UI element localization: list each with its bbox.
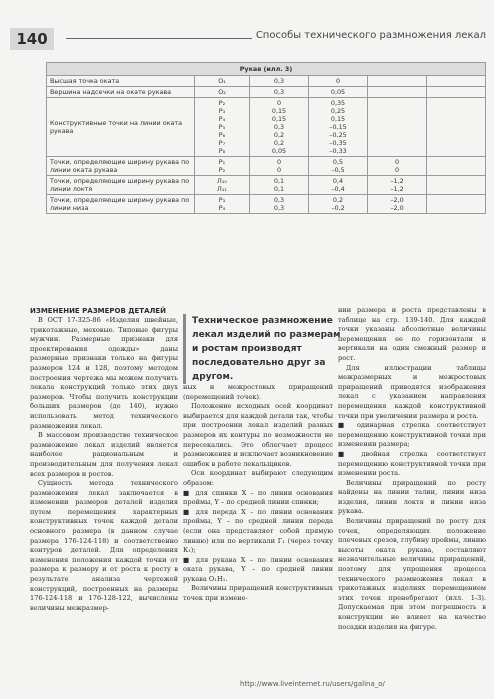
table-row: [47, 195, 486, 214]
table-cell: [368, 176, 427, 195]
table-cell: [368, 157, 427, 176]
table-cell: [250, 87, 309, 98]
table-row: [47, 87, 486, 98]
running-title: Способы технического размножения лекал: [252, 30, 486, 41]
cell-value: –2,0: [390, 204, 404, 212]
cell-value: 0,05: [271, 147, 287, 155]
table-cell: [309, 87, 368, 98]
pull-quote: Техническое размножение лекал изделий по размерам и ростам производят последовательно друг за другом.: [183, 314, 342, 384]
table-cell: [368, 87, 427, 98]
table-cell: [250, 157, 309, 176]
cell-value: О₂: [218, 88, 226, 96]
table-cell: [427, 176, 486, 195]
cell-value: 0: [276, 158, 282, 166]
table-cell: [427, 195, 486, 214]
cell-value: –2,0: [390, 196, 404, 204]
table-cell: [195, 157, 250, 176]
paragraph: Оси координат выбирают следующим образом:: [183, 469, 333, 487]
paragraph: Положение исходных осей координат выбирается для каждой детали так, чтобы при построении лекал изделий разных размеров их контуры по возможности не пересекались. Это облегчает процесс размножения и исключает возникновение ошибок в работе лекальщиков.: [183, 402, 333, 468]
section-heading: ИЗМЕНЕНИЕ РАЗМЕРОВ ДЕТАЛЕЙ: [30, 307, 166, 315]
table-cell: [250, 176, 309, 195]
paragraph: нии размера и роста представлены в таблице на стр. 139-140. Для каждой точки указаны абсолютные величины перемещения ее по горизонтали и вертикали на один смежный размер и рост.: [338, 306, 486, 362]
table-cell: [427, 87, 486, 98]
paragraph: Для иллюстрации таблицы межразмерных и межростовых приращений приводятся изображения лекал с указанием направления перемещения каждой конструктивной точки при увеличении размера и роста.: [338, 363, 486, 420]
table-title: Рукав (илл. 3): [47, 63, 486, 76]
bullet-item: ■ двойная стрелка соответствует перемещению конструктивной точки при изменении роста.: [338, 449, 486, 478]
cell-value: –0,35: [329, 139, 347, 147]
cell-value: 0,15: [271, 107, 287, 115]
cell-value: 0,3: [273, 204, 285, 212]
row-label: Точки, определяющие ширину рукава по линии низа: [47, 195, 195, 214]
cell-value: 0,05: [330, 88, 346, 96]
bullet-item: ■ одинарная стрелка соответствует перемещению конструктивной точки при изменении размера;: [338, 421, 486, 449]
table-cell: [427, 76, 486, 87]
table-cell: [427, 157, 486, 176]
table-row: [47, 176, 486, 195]
paragraph: Величины приращений по росту найдены на линии талии, линии низа изделия, линии локтя и линии низа рукава.: [338, 478, 486, 516]
table-cell: [309, 76, 368, 87]
row-label: Конструктивные точки на линии оката рукава: [47, 98, 195, 157]
cell-value: Л₁₁: [217, 185, 227, 193]
table-cell: [195, 195, 250, 214]
cell-value: –1,2: [390, 177, 404, 185]
cell-value: Р₅: [218, 123, 226, 131]
paragraph: В массовом производстве техническое размножение лекал изделий является наиболее рациональным и производительным для получения лекал всех размеров и ростов.: [30, 431, 178, 478]
cell-value: 0,1: [273, 177, 285, 185]
cell-value: –0,15: [329, 123, 347, 131]
table-row: [47, 76, 486, 87]
table-cell: [309, 157, 368, 176]
table-cell: [309, 195, 368, 214]
cell-value: 0,3: [273, 77, 285, 85]
cell-value: 0: [394, 158, 400, 166]
cell-value: 0: [394, 166, 400, 174]
cell-value: 0,5: [332, 158, 344, 166]
cell-value: Р₂: [218, 99, 226, 107]
cell-value: 0,15: [330, 115, 346, 123]
table-cell: [368, 195, 427, 214]
table-cell: [368, 76, 427, 87]
paragraph: Сущность метода технического размножения лекал заключается в изменении размеров деталей изделия путем перемещения характерных конструктивных точек каждой детали основного размера (в данном случае размера 176-124-118) и соответственно контуров деталей. Для определения изменения положения каждой точки от размера к размеру и от роста к росту в результате анализа чертежей конструкций, построенных на размеры 176-124-118 и 176-128-122, вычислены величины межразмер-: [30, 479, 178, 612]
table-cell: [195, 76, 250, 87]
cell-value: 0: [276, 99, 282, 107]
cell-value: 0,3: [273, 196, 285, 204]
cell-value: 0,25: [330, 107, 346, 115]
bullet-item: ■ для переда Х – по линии основания проймы, Y – по средней линии переда (если она представляет собой прямую линию) или по вертикали Г₁ (через точку К₁);: [183, 507, 333, 555]
cell-value: 0,2: [332, 196, 344, 204]
cell-value: Р₄: [218, 115, 226, 123]
table-row: [47, 98, 486, 157]
cell-value: Р₇: [218, 139, 226, 147]
row-label: Точки, определяющие ширину рукава по линии локтя: [47, 176, 195, 195]
cell-value: –0,25: [329, 131, 347, 139]
table-cell: [309, 176, 368, 195]
page-number: 140: [10, 28, 54, 50]
table-cell: [250, 195, 309, 214]
cell-value: 0,15: [271, 115, 287, 123]
middle-column: [183, 383, 333, 604]
cell-value: Р₁: [218, 158, 226, 166]
cell-value: Р₂: [218, 166, 226, 174]
table-cell: [250, 76, 309, 87]
cell-value: Р₆: [218, 131, 226, 139]
row-label: Вершина надсечки на окате рукава: [47, 87, 195, 98]
running-header: [10, 28, 486, 50]
table-row: [47, 157, 486, 176]
bullet-item: ■ для спинки Х – по линии основания проймы, Y – по средней линии спинки;: [183, 488, 333, 507]
table-cell: [368, 98, 427, 157]
paragraph: В ОСТ 17-325-86 «Изделия швейные, трикотажные, меховые. Типовые фигуры мужчин. Размерные признаки для проектирования одежды» даны размерные признаки только на фигуры размеров 124 и 128, поэтому методом построения чертежа мы можем получить лекала конструкций только этих двух размеров. Чтобы получить конструкции больших размеров (до 140), нужно использовать метод технического размножения лекал.: [30, 316, 178, 430]
cell-value: Р₈: [218, 147, 226, 155]
cell-value: 0: [276, 166, 282, 174]
table-cell: [427, 98, 486, 157]
paragraph: ных и межростовых приращений (перемещений точек).: [183, 383, 333, 401]
table-cell: [195, 98, 250, 157]
cell-value: 0,2: [273, 139, 285, 147]
source-url: http://www.liveinternet.ru/users/galina_o/: [240, 680, 385, 688]
table-cell: [195, 87, 250, 98]
table-cell: [250, 98, 309, 157]
cell-value: –0,2: [331, 204, 345, 212]
cell-value: –1,2: [390, 185, 404, 193]
cell-value: –0,5: [331, 166, 345, 174]
bullet-item: ■ для рукава Х – по линии основания оката рукава, Y – по средней линии рукава О₁Н₁.: [183, 555, 333, 583]
cell-value: О₁: [218, 77, 226, 85]
cell-value: –0,33: [329, 147, 347, 155]
paragraph: Величины приращений конструктивных точек при измене-: [183, 584, 333, 603]
cell-value: Р₃: [218, 107, 226, 115]
increments-table: [46, 62, 486, 214]
cell-value: 0,3: [273, 88, 285, 96]
cell-value: Р₃: [218, 196, 226, 204]
row-label: Точки, определяющие ширину рукава по линии оката рукава: [47, 157, 195, 176]
cell-value: Л₁₀: [217, 177, 227, 185]
cell-value: 0,4: [332, 177, 344, 185]
paragraph: Величины приращений по росту для точек, определяющих положение плечевых срезов, глубину проймы, линию высоты оката рукава, составляют незначительные величины приращений, поэтому для упрощения процесса технического размножения лекал в трикотажных изделиях перемещением этих точек пренебрегают (илл. 1-3). Допускаемая при этом погрешность в конструкции не влияет на качество посадки изделия на фигуре.: [338, 517, 486, 631]
cell-value: Р₄: [218, 204, 226, 212]
row-label: Высшая точка оката: [47, 76, 195, 87]
left-column: [30, 306, 178, 613]
cell-value: 0: [335, 77, 341, 85]
cell-value: 0,3: [273, 123, 285, 131]
cell-value: 0,1: [273, 185, 285, 193]
cell-value: 0,2: [273, 131, 285, 139]
table-cell: [309, 98, 368, 157]
cell-value: 0,35: [330, 99, 346, 107]
cell-value: –0,4: [331, 185, 345, 193]
right-column: [338, 306, 486, 632]
table-cell: [195, 176, 250, 195]
